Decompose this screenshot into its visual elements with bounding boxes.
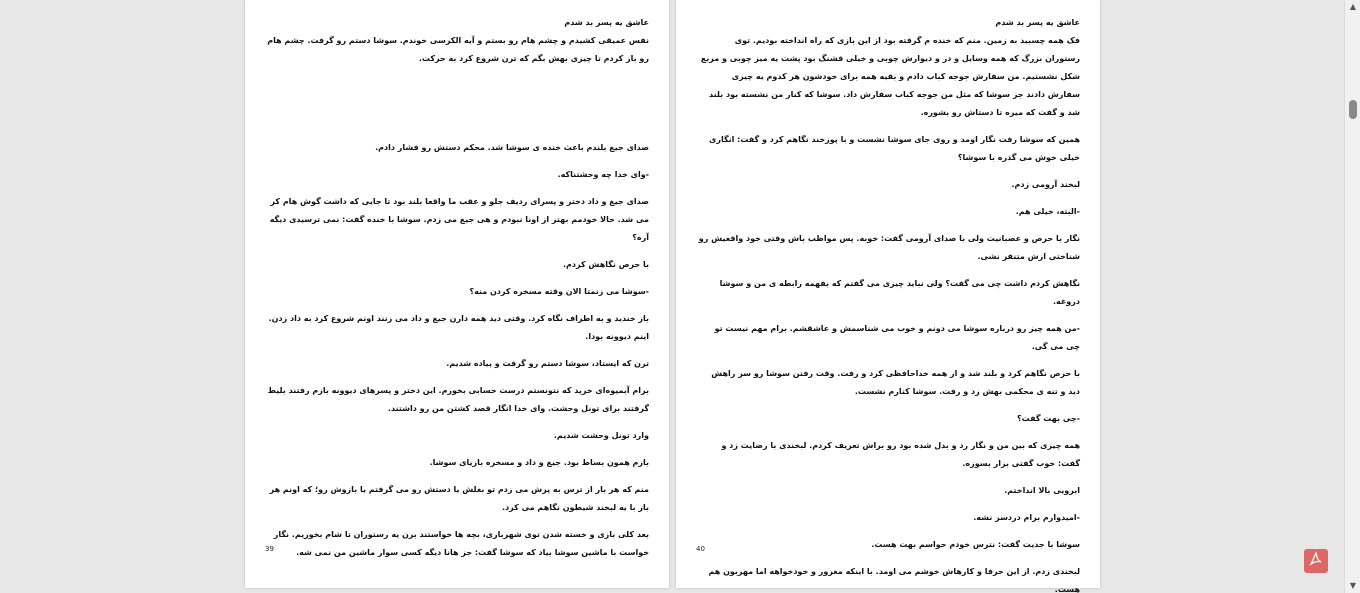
paragraph: باز خندید و به اطراف نگاه کرد. وقتی دید همه دارن جیغ و داد می زنند اونم شروع کرد به داد زدن. اینم دیوونه بودا. <box>268 314 649 341</box>
page-40 <box>676 0 1100 593</box>
paragraph: بعد کلی بازی و خسته شدن توی شهربازی، بچه ها خواستند برن یه رستوران تا شام بخوریم. نگار خواست با ماشین سوشا بیاد که سوشا گفت: جز هانا دیگه کسی سوار ماشین من نمی شه. <box>273 530 649 557</box>
page-number: 39 <box>265 545 274 553</box>
scrollbar-thumb[interactable] <box>1349 100 1357 119</box>
running-title: عاشق یه پسر بد شدم <box>995 18 1080 27</box>
paragraph: -امیدوارم برام دردسر نشه. <box>973 513 1080 522</box>
paragraph: -من همه چیز رو درباره سوشا می دونم و خوب می شناسمش و عاشقشم. برام مهم نیست تو چی می گی. <box>714 324 1080 351</box>
page-content <box>267 14 649 571</box>
paragraph: بازم همون بساط بود. جیغ و داد و مسخره بازیای سوشا. <box>429 458 649 467</box>
paragraph: با حرص نگاهش کردم. <box>562 260 649 269</box>
scroll-up-arrow-icon[interactable]: ▲ <box>1349 2 1357 11</box>
paragraph: -وای خدا چه وحشتناکه. <box>557 170 649 179</box>
paragraph: همین که سوشا رفت نگار اومد و روی جای سوشا نشست و با پوزخند نگاهم کرد و گفت: انگاری خیلی خوش می گذره با سوشا؟ <box>709 135 1080 162</box>
paragraph: فک همه چسبید به زمین. منم که خنده م گرفته بود از این بازی که راه انداخته بودیم. توی رستوران بزرگ که همه وسایل و در و دیوارش چوبی و خیلی قشنگ بود پشت یه میز چوبی و مربع شکل نشستیم. من سفارش جوجه کباب دادم و بقیه همه برای خودشون هر کدوم یه چیزی سفارش دادند جز سوشا که مثل من جوجه کباب سفارش داد. سوشا که کنار من نشسته بود بلند شد و گفت که میره تا دستاش رو بشوره. <box>700 36 1080 117</box>
paragraph: برام آبمیوه‌ای خرید که نتونستم درست حسابی بخورم. این دختر و پسرهای دیوونه بازم رفتند بلیط گرفتند برای تونل وحشت. وای خدا انگار قصد کشتن من رو داشتند. <box>267 386 649 413</box>
scroll-down-arrow-icon[interactable]: ▼ <box>1349 581 1357 590</box>
paragraph: لبخند آرومی زدم. <box>1011 180 1080 189</box>
paragraph: -چی بهت گفت؟ <box>1016 414 1080 423</box>
page-39 <box>245 0 669 588</box>
paragraph: نفس عمیقی کشیدم و چشم هام رو بستم و آیه الکرسی خوندم. سوشا دستم رو گرفت. چشم هام رو باز کردم تا چیزی بهش بگم که ترن شروع کرد به حرکت. <box>267 36 649 63</box>
paragraph: صدای جیغ بلندم باعث خنده ی سوشا شد. محکم دستش رو فشار دادم. <box>375 143 649 152</box>
paragraph: وارد تونل وحشت شدیم. <box>553 431 649 440</box>
vertical-scrollbar[interactable] <box>1344 0 1360 593</box>
paragraph: سوشا با جدیت گفت: نترس خودم حواسم بهت هست. <box>871 540 1080 549</box>
paragraph: با حرص نگاهم کرد و بلند شد و از همه خداحافظی کرد و رفت. وقت رفتن سوشا رو سر راهش دید و تنه ی محکمی بهش زد و رفت. سوشا کنارم نشست. <box>711 369 1080 396</box>
paragraph: منم که هر بار از ترس به پرش می زدم تو بغلش یا دستش رو می گرفتم یا بازوش رو؛ که اونم هر بار با یه لبخند شیطون نگاهم می کرد. <box>269 485 649 512</box>
paragraph: -سوشا می زنمتا الان وقته مسخره کردن منه؟ <box>469 287 649 296</box>
pdf-icon <box>1308 551 1324 571</box>
paragraph: ترن که ایستاد، سوشا دستم رو گرفت و پیاده شدیم. <box>446 359 649 368</box>
running-title: عاشق یه پسر بد شدم <box>564 18 649 27</box>
paragraph: همه چیزی که بین من و نگار رد و بدل شده بود رو براش تعریف کردم. لبخندی با رضایت زد و گفت: خوب گفتی بزار بسوزه. <box>721 441 1080 468</box>
paragraph: ابرویی بالا انداختم. <box>1004 486 1080 495</box>
paragraph: صدای جیغ و داد دختر و پسرای ردیف جلو و عقب ما واقعا بلند بود تا جایی که داشت گوش هام کر می شد. حالا خودمم بهتر از اونا نبودم و هی جیغ می زدم. سوشا با خنده گفت: نمی ترسیدی دیگه آره؟ <box>269 197 649 242</box>
pdf-button[interactable] <box>1304 549 1328 573</box>
paragraph: نگاهش کردم داشت چی می گفت؟ ولی نباید چیزی می گفتم که بفهمه رابطه ی من و سوشا دروغه. <box>719 279 1080 306</box>
paragraph: نگار با حرص و عصبانیت ولی با صدای آرومی گفت: خوبه. پس مواظب باش وقتی خود واقعیش رو شناختی ازش متنفر نشی. <box>698 234 1080 261</box>
page-content <box>698 14 1080 593</box>
page-number: 40 <box>696 545 705 553</box>
blank-space <box>267 77 649 139</box>
paragraph: -البته، خیلی هم. <box>1015 207 1080 216</box>
paragraph: لبخندی زدم. از این حرفا و کارهاش خوشم می اومد. با اینکه مغرور و خودخواهه اما مهربون هم هست. <box>708 567 1080 593</box>
